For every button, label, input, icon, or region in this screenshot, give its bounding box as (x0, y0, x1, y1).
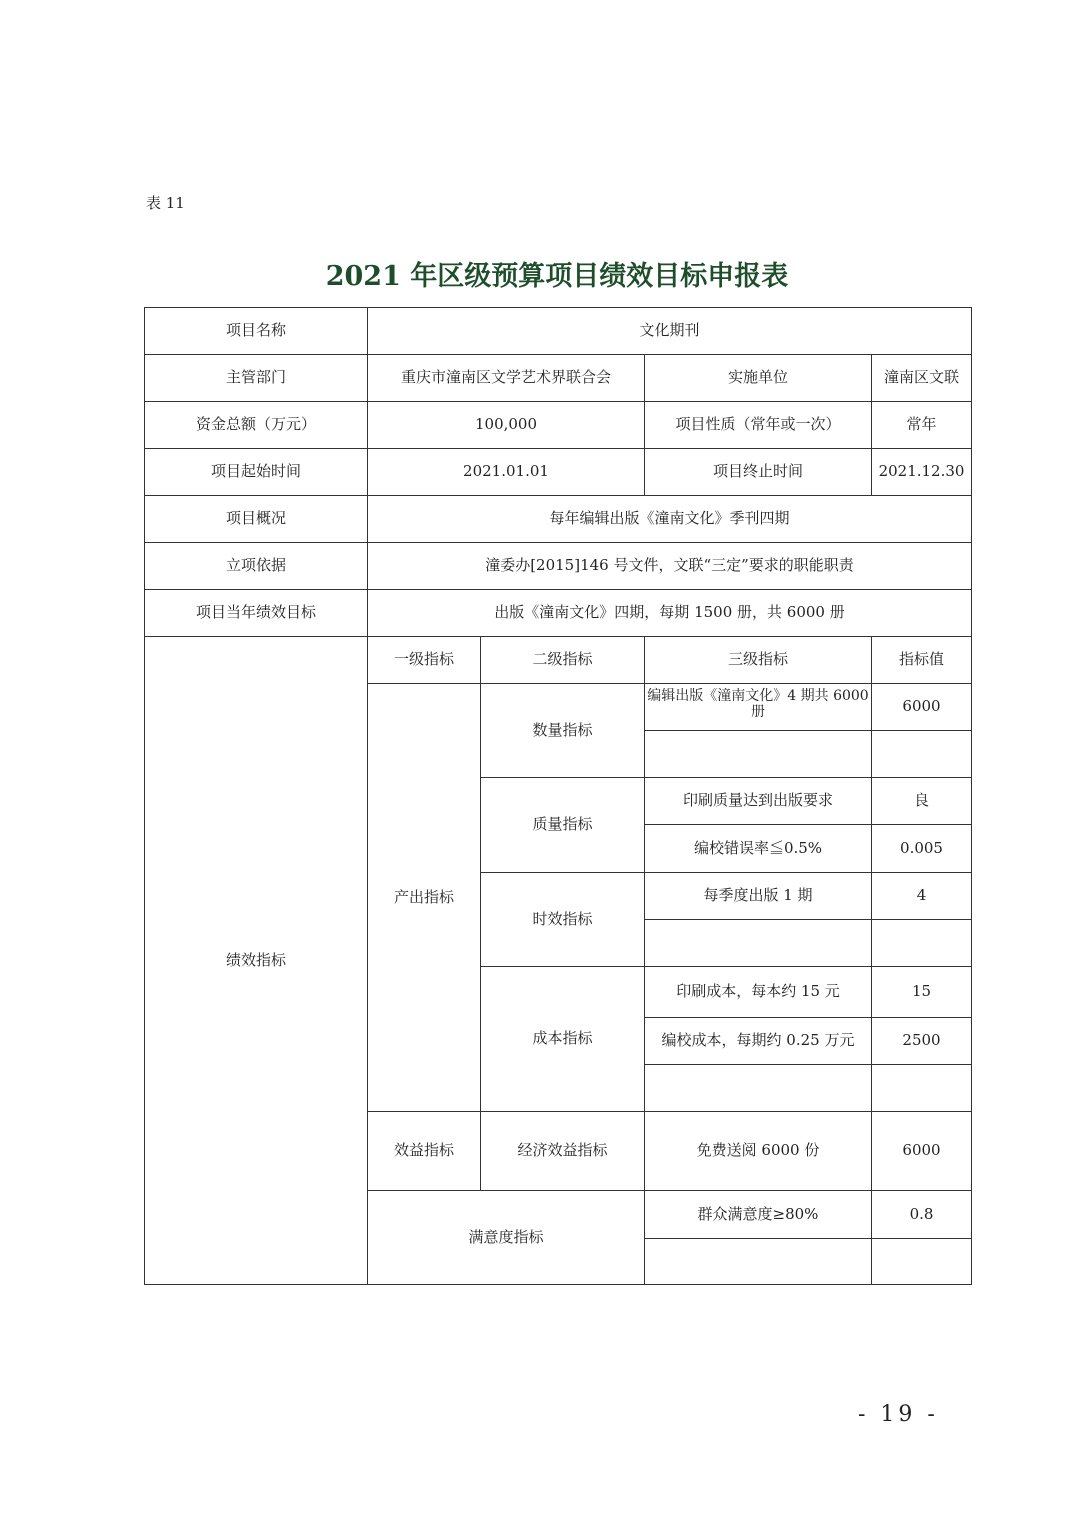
quality-indicator-1: 印刷质量达到出版要求 (645, 778, 872, 825)
empty-cell (872, 920, 972, 967)
quantity-indicator-1: 编辑出版《潼南文化》4 期共 6000 册 (645, 684, 872, 731)
project-name-value: 文化期刊 (368, 308, 972, 355)
economic-benefit-label: 经济效益指标 (481, 1112, 645, 1191)
satisfaction-indicator-1: 群众满意度≥80% (645, 1191, 872, 1239)
impl-unit-value: 潼南区文联 (872, 355, 972, 402)
page-number: - 19 - (858, 1402, 939, 1427)
overview-label: 项目概况 (145, 496, 368, 543)
economic-benefit-1: 免费送阅 6000 份 (645, 1112, 872, 1191)
cost-indicator-label: 成本指标 (481, 967, 645, 1112)
total-funds-value: 100,000 (368, 402, 645, 449)
header-level3: 三级指标 (645, 637, 872, 684)
time-indicator-1-value: 4 (872, 873, 972, 920)
header-value: 指标值 (872, 637, 972, 684)
basis-value: 潼委办[2015]146 号文件，文联“三定”要求的职能职责 (368, 543, 972, 590)
table-label: 表 11 (146, 194, 185, 212)
quality-indicator-1-value: 良 (872, 778, 972, 825)
cost-indicator-2-value: 2500 (872, 1018, 972, 1065)
empty-cell (872, 1239, 972, 1285)
benefit-indicator-label: 效益指标 (368, 1112, 481, 1191)
satisfaction-indicator-1-value: 0.8 (872, 1191, 972, 1239)
nature-label: 项目性质（常年或一次） (645, 402, 872, 449)
empty-cell (645, 731, 872, 778)
nature-value: 常年 (872, 402, 972, 449)
empty-cell (872, 1065, 972, 1112)
total-funds-label: 资金总额（万元） (145, 402, 368, 449)
header-level2: 二级指标 (481, 637, 645, 684)
empty-cell (645, 920, 872, 967)
quantity-indicator-label: 数量指标 (481, 684, 645, 778)
overview-value: 每年编辑出版《潼南文化》季刊四期 (368, 496, 972, 543)
start-time-label: 项目起始时间 (145, 449, 368, 496)
end-time-label: 项目终止时间 (645, 449, 872, 496)
empty-cell (872, 731, 972, 778)
department-value: 重庆市潼南区文学艺术界联合会 (368, 355, 645, 402)
time-indicator-1: 每季度出版 1 期 (645, 873, 872, 920)
quality-indicator-2-value: 0.005 (872, 825, 972, 873)
start-time-value: 2021.01.01 (368, 449, 645, 496)
cost-indicator-2: 编校成本，每期约 0.25 万元 (645, 1018, 872, 1065)
basis-label: 立项依据 (145, 543, 368, 590)
impl-unit-label: 实施单位 (645, 355, 872, 402)
empty-cell (645, 1065, 872, 1112)
empty-cell (645, 1239, 872, 1285)
page-title: 2021 年区级预算项目绩效目标申报表 (325, 261, 789, 292)
time-indicator-label: 时效指标 (481, 873, 645, 967)
quantity-indicator-1-value: 6000 (872, 684, 972, 731)
performance-target-table (144, 307, 972, 1285)
indicators-section-label: 绩效指标 (145, 637, 368, 1285)
header-level1: 一级指标 (368, 637, 481, 684)
quality-indicator-label: 质量指标 (481, 778, 645, 873)
quality-indicator-2: 编校错误率≦0.5% (645, 825, 872, 873)
cost-indicator-1: 印刷成本，每本约 15 元 (645, 967, 872, 1018)
satisfaction-indicator-label: 满意度指标 (368, 1191, 645, 1285)
goal-label: 项目当年绩效目标 (145, 590, 368, 637)
economic-benefit-1-value: 6000 (872, 1112, 972, 1191)
cost-indicator-1-value: 15 (872, 967, 972, 1018)
goal-value: 出版《潼南文化》四期，每期 1500 册，共 6000 册 (368, 590, 972, 637)
department-label: 主管部门 (145, 355, 368, 402)
end-time-value: 2021.12.30 (872, 449, 972, 496)
project-name-label: 项目名称 (145, 308, 368, 355)
output-indicator-label: 产出指标 (368, 684, 481, 1112)
